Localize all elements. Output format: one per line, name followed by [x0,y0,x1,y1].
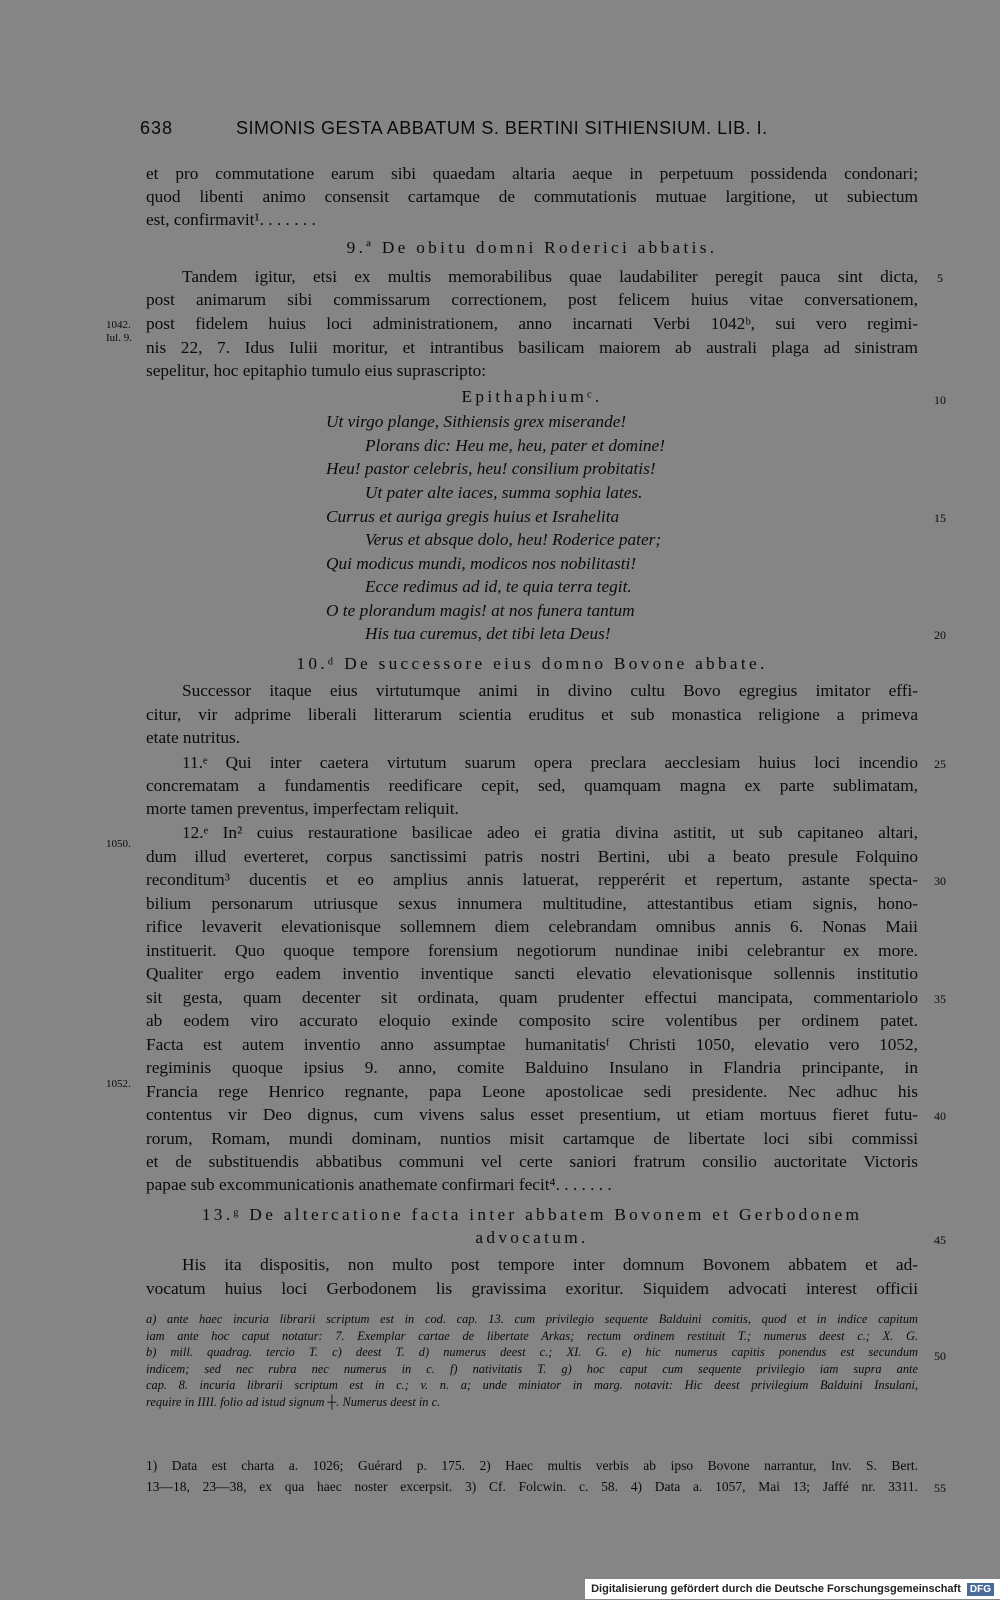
text-line: dum illud everteret, corpus sanctissimi patris nostri Bertini, ubi a beato presule Folquino [146,847,918,866]
line-number: 35 [934,992,946,1006]
text-line: vocatum huius loci Gerbodonem lis gravissima exoritur. Siquidem advocati interest officii [146,1279,918,1298]
line-number: 40 [934,1109,946,1123]
margin-date: 1052. [106,1078,131,1090]
text-line: papae sub excommunicationis anathemate confirmari fecit⁴. . . . . . . [146,1175,612,1194]
apparatus-line: a) ante haec incuria librarii scriptum est in cod. cap. 13. cum privilegio sequente Balduini comitis, quod et in indice capitum [146,1312,918,1326]
verse-line: Verus et absque dolo, heu! Roderice pater; [365,530,662,549]
text-line: reconditum³ ducentis et eo amplius annis latuerat, repperérit et repertum, astante specta- [146,870,918,889]
chapter-heading: 9.ª De obitu domni Roderici abbatis. [346,238,718,257]
text-line: 12.ᵉ In² cuius restauratione basilicae adeo ei gratia divina astitit, ut sub capitaneo altari, [182,823,918,842]
verse-line: His tua curemus, det tibi leta Deus! [365,624,611,643]
text-line: instituerit. Quo quoque tempore forensium negotiorum nundinae inibi celebrantur ex more. [146,941,918,960]
running-header [140,118,830,146]
line-number: 15 [934,511,946,525]
text-line: ab eodem viro accurato eloquio exinde composito scire volentibus per ordinem patet. [146,1011,918,1030]
margin-date: 1042. [106,319,131,331]
line-number: 25 [934,757,946,771]
text-line: et pro commutatione earum sibi quaedam altaria aeque in perpetuum possidenda condonari; [146,164,918,183]
text-line: concrematam a fundamentis reedificare cepit, sed, quamquam magna ex parte sublimatam, [146,776,918,795]
dfg-logo: DFG [967,1583,994,1596]
verse-line: Ut virgo plange, Sithiensis grex miserande! [326,412,627,431]
footnote-line: 1) Data est charta a. 1026; Guérard p. 175. 2) Haec multis verbis ab ipso Bovone narrantur, Inv. S. Bert. [146,1458,918,1473]
apparatus-line: require in IIII. folio ad istud signum ┼. Numerus deest in c. [146,1394,441,1409]
text-line: sit gesta, quam decenter sit ordinata, quam prudenter effectui mancipata, commentariolo [146,988,918,1007]
chapter-heading: advocatum. [475,1228,589,1247]
verse-line: Ecce redimus ad id, te quia terra tegit. [365,577,632,596]
text-line: Qualiter ergo eadem inventio inventique sancti elevatio elevationisque sollennis institutio [146,964,918,983]
text-line: morte tamen preventus, imperfectam reliquit. [146,799,459,818]
text-line: 11.ᵉ Qui inter caetera virtutum suarum opera preclara aecclesiam huius loci incendio [182,753,918,772]
margin-date: Iul. 9. [106,332,132,344]
line-number: 30 [934,874,946,888]
text-line: His ita dispositis, non multo post tempore inter domnum Bovonem abbatem et ad- [182,1255,918,1274]
verse-line: O te plorandum magis! at nos funera tantum [326,601,635,620]
verse-line: Qui modicus mundi, modicos nos nobilitasti! [326,554,637,573]
text-line: Facta est autem inventio anno assumptae humanitatisᶠ Christi 1050, elevatio vero 1052, [146,1035,918,1054]
text-line: rorum, Romam, mundi dominam, nuntios misit cartamque de libertate loci sibi commissi [146,1129,918,1148]
text-line: regiminis quoque ipsius 9. anno, comite Balduino Insulano in Flandria principante, in [146,1058,918,1077]
text-line: post fidelem huius loci administrationem, anno incarnati Verbi 1042ᵇ, sui vero regimi- [146,314,918,333]
chapter-heading: Epithaphiumᶜ. [461,387,603,406]
text-line: Francia rege Henrico regnante, papa Leone apostolicae sedi presidente. Nec adhuc his [146,1082,918,1101]
text-line: sepelitur, hoc epitaphio tumulo eius suprascripto: [146,361,487,380]
text-line: Successor itaque eius virtutumque animi in divino cultu Bovo egregius imitator effi- [182,681,918,700]
verse-line: Ut pater alte iaces, summa sophia lates. [365,483,643,502]
text-line: Tandem igitur, etsi ex multis memorabilibus quae laudabiliter peregit pauca sint dicta, [182,267,918,286]
line-number: 20 [934,628,946,642]
apparatus-line: cap. 8. incuria librarii scriptum est in c.; v. n. a; unde miniator in marg. notavit: Hic deest privilegium Balduini Insulani, [146,1378,918,1392]
footnote-line: 13—18, 23—38, ex qua haec noster excerpsit. 3) Cf. Folcwin. c. 58. 4) Data a. 1057, Mai 13; Jaffé nr. 3311. [146,1479,918,1494]
line-number: 5 [937,271,943,285]
verse-line: Heu! pastor celebris, heu! consilium probitatis! [326,459,656,478]
line-number: 45 [934,1233,946,1247]
text-line: et de substituendis abbatibus communi vel certe saniori fratrum consilio auctoritate Victoris [146,1152,918,1171]
apparatus-line: iam ante hoc caput notatur: 7. Exemplar cartae de libertate Arkas; rectum ordinem restituit T.; numerus deest c.; X. G. [146,1328,918,1343]
verse-line: Currus et auriga gregis huius et Israhelita [326,507,620,526]
page-number: 638 [140,118,174,138]
line-number: 50 [934,1349,946,1363]
text-line: nis 22, 7. Idus Iulii moritur, et intrantibus basilicam maiorem ab australi plaga ad sinistram [146,338,918,357]
digitization-footer [585,1579,1000,1599]
chapter-heading: 13.ᵍ De altercatione facta inter abbatem Bovonem et Gerbodonem [201,1205,863,1224]
text-line: quod libenti animo consensit cartamque de commutationis mutuae largitione, ut subiectum [146,187,918,206]
text-line: citur, vir adprime liberali litterarum scientia eruditus et sub monastica religione a primeva [146,705,918,724]
running-title: SIMONIS GESTA ABBATUM S. BERTINI SITHIENSIUM. LIB. I. [236,118,768,138]
text-line: post animarum sibi commissarum correctionem, post felicem huius vitae conversationem, [146,290,918,309]
line-number: 10 [934,393,946,407]
text-line: est, confirmavit¹. . . . . . . [146,210,316,229]
text-line: contentus vir Deo dignus, cum vivens salus esset presentium, ut etiam mortuus fieret futu- [146,1105,918,1124]
footer-text: Digitalisierung gefördert durch die Deutsche Forschungsgemeinschaft [591,1583,961,1595]
line-number: 55 [934,1481,946,1495]
text-line: rifice levaverit elevationisque sollemnem diem celebrandam omnibus annis 6. Nonas Maii [146,917,918,936]
apparatus-line: indicem; sed nec rubra nec numerus in c. f) nativitatis T. g) hoc caput cum sequente privilegio iam supra ante [146,1361,918,1376]
chapter-heading: 10.ᵈ De successore eius domno Bovone abbate. [296,654,768,673]
verse-line: Plorans dic: Heu me, heu, pater et domine! [365,436,665,455]
text-line: etate nutritus. [146,728,241,747]
text-line: bilium personarum utriusque sexus innumera multitudine, attestantibus etiam signis, hono- [146,894,918,913]
apparatus-line: b) mill. quadrag. tercio T. c) deest T. d) numerus deest c.; XI. G. e) hic numerus capitis ponendus est secundum [146,1345,918,1359]
margin-date: 1050. [106,838,131,850]
